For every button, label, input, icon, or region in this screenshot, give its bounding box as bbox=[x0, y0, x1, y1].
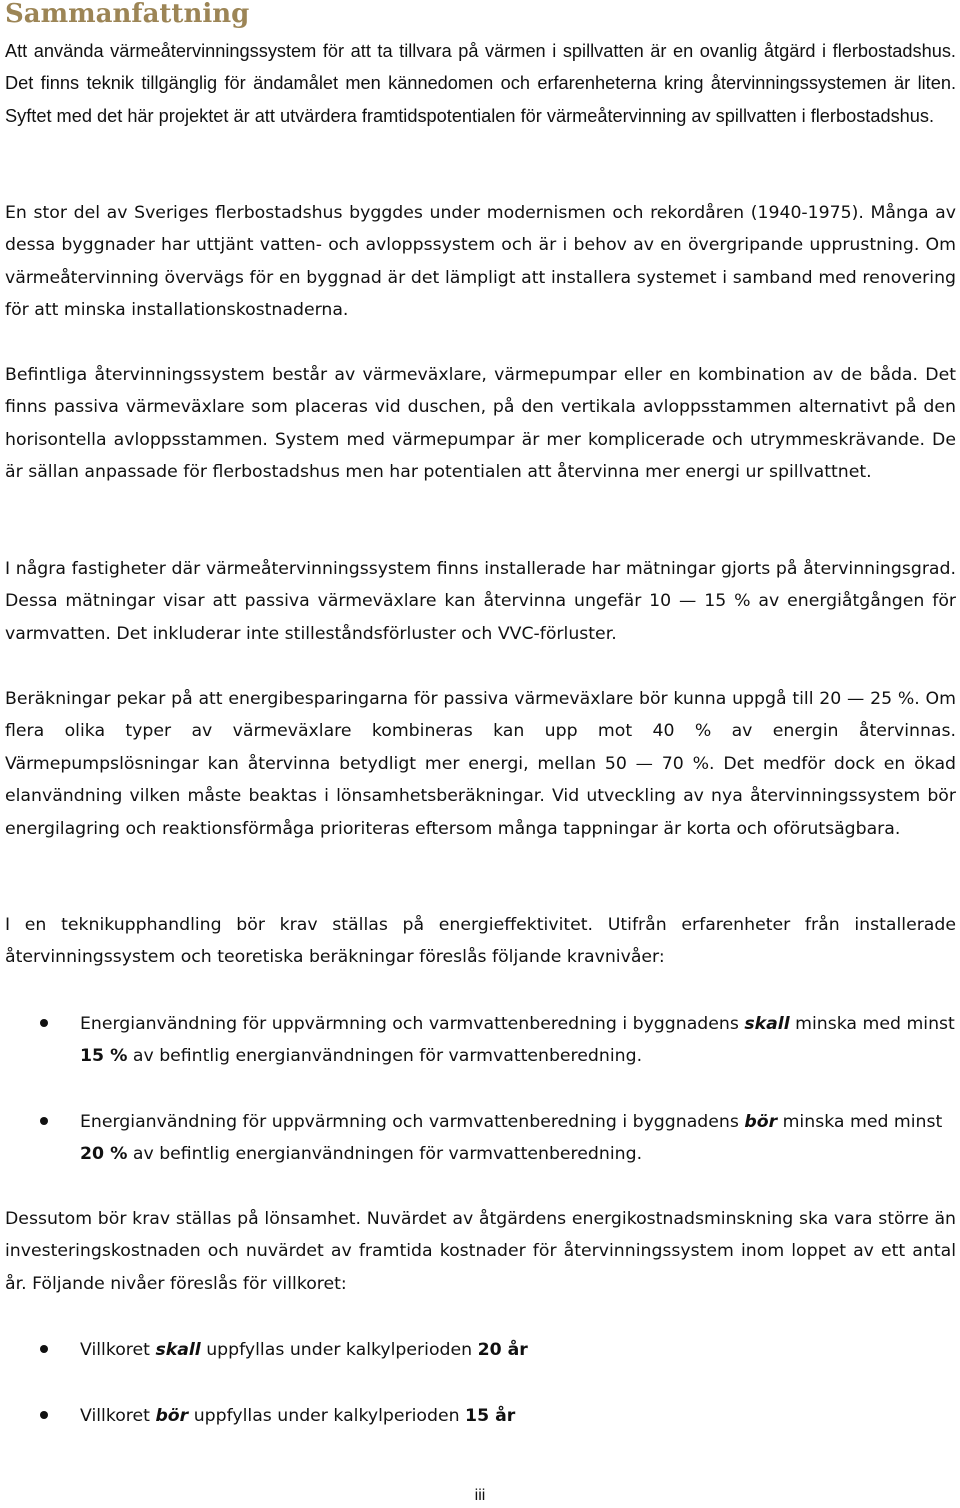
bullet-value: 15 år bbox=[465, 1406, 516, 1426]
paragraph-intro-part2: Syftet med det här projektet är att utvärdera framtidspotentialen för värmeåtervinning av spillvatten i flerbostadshus. bbox=[5, 105, 935, 126]
bullet-emphasis: bör bbox=[155, 1406, 189, 1426]
bullet-dot-icon bbox=[40, 1019, 48, 1027]
paragraph-building-stock bbox=[5, 197, 956, 327]
bullet-text: minska med minst bbox=[789, 1014, 955, 1034]
bullet-text: av befintlig energianvändningen för varmvattenberedning. bbox=[127, 1046, 643, 1067]
bullet-value: 20 % bbox=[80, 1144, 128, 1165]
bullet-text: Villkoret bbox=[80, 1340, 156, 1360]
bullet-text: Energianvändning för uppvärmning och varmvattenberedning i byggnadens bbox=[80, 1112, 745, 1132]
bullet-text: uppfyllas under kalkylperioden bbox=[200, 1340, 478, 1360]
paragraph-existing-systems: Befintliga återvinningssystem består av värmeväxlare, värmepumpar eller en kombination av de båda. Det finns passiva värmeväxlare som placeras vid duschen, på den vertikala avloppsstammen alternativt på den horisontella avloppsstammen. System med värmepumpar är mer komplicerade och utrymmeskrävande. De är sällan anpassade för flerbostadshus men har potentialen att återvinna mer energi ur spillvattnet. bbox=[5, 365, 956, 483]
bullet-dot-icon bbox=[40, 1411, 48, 1419]
paragraph-building-stock-part2: Om värmeåtervinning övervägs för en byggnad är det lämpligt att installera systemet i samband med renovering för att minska installationskostnaderna. bbox=[5, 235, 956, 321]
paragraph-procurement: I en teknikupphandling bör krav ställas på energieffektivitet. Utifrån erfarenheter från installerade återvinningssystem och teoretiska beräkningar föreslås följande kravnivåer: bbox=[5, 915, 956, 968]
paragraph-profitability: Dessutom bör krav ställas på lönsamhet. Nuvärdet av åtgärdens energikostnadsminskning ska vara större än investeringskostnaden och nuvärdet av framtida kostnader för återvinningssystem inom loppet av ett antal år. Följande nivåer föreslås för villkoret: bbox=[5, 1209, 956, 1294]
bullet-dot-icon bbox=[40, 1345, 48, 1353]
bullet-emphasis: skall bbox=[155, 1340, 201, 1360]
bullet-text: av befintlig energianvändningen för varmvattenberedning. bbox=[127, 1144, 643, 1165]
bullet-text: Energianvändning för uppvärmning och varmvattenberedning i byggnadens bbox=[80, 1014, 745, 1034]
paragraph-calculations: Beräkningar pekar på att energibesparingarna för passiva värmeväxlare bör kunna uppgå till 20 — 25 %. Om flera olika typer av värmeväxlare kombineras kan upp mot 40 % av energin återvinnas. Värmepumpslösningar kan återvinna betydligt mer energi, mellan 50 — 70 %. Det medför dock en ökad elanvändning vilken måste beaktas i lönsamhetsberäkningar. Vid utveckling av nya återvinningssystem bör energilagring och reaktionsförmåga prioriteras eftersom många tappningar är korta och oförutsägbara. bbox=[5, 689, 956, 839]
paragraph-building-stock-part1: En stor del av Sveriges flerbostadshus byggdes under modernismen och rekordåren (1940-1975). Många av dessa byggnader har uttjänt vatten- och avloppssystem och är i behov av en övergripande upprustning. bbox=[5, 203, 956, 256]
paragraph-intro bbox=[5, 35, 956, 132]
bullet-dot-icon bbox=[40, 1117, 48, 1125]
bullet-emphasis: bör bbox=[744, 1112, 778, 1132]
page-number: iii bbox=[474, 1487, 486, 1504]
paragraph-measurements: I några fastigheter där värmeåtervinningssystem finns installerade har mätningar gjorts på återvinningsgrad. Dessa mätningar visar att passiva värmeväxlare kan återvinna ungefär 10 — 15 % av energiåtgången för varmvatten. Det inkluderar inte stilleståndsförluster och VVC-förluster. bbox=[5, 559, 956, 644]
bullet-text: Villkoret bbox=[80, 1406, 156, 1426]
paragraph-intro-part1: Att använda värmeåtervinningssystem för att ta tillvara på värmen i spillvatten är en ovanlig åtgärd i flerbostadshus. Det finns teknik tillgänglig för ändamålet men kännedomen och erfarenheterna kring återvinningssystemen är liten. bbox=[5, 41, 956, 94]
bullet-text: minska med minst bbox=[777, 1112, 943, 1132]
bullet-value: 20 år bbox=[477, 1340, 528, 1360]
bullet-value: 15 % bbox=[80, 1046, 128, 1067]
bullet-emphasis: skall bbox=[744, 1014, 790, 1034]
section-heading: Sammanfattning bbox=[5, 0, 250, 29]
bullet-text: uppfyllas under kalkylperioden bbox=[188, 1406, 466, 1426]
